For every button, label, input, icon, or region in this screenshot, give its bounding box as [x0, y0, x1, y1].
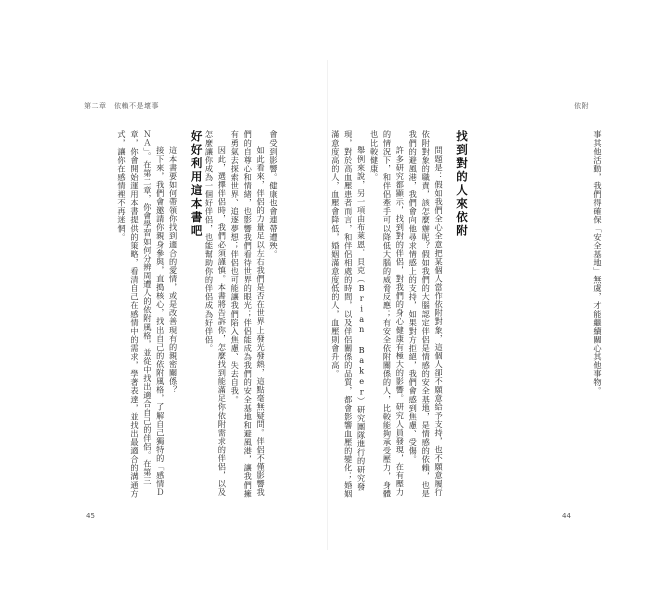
left-page-text [84, 130, 280, 498]
paragraph: 會受到影響。健康也會連帶遭殃。 [269, 130, 279, 259]
paragraph: 接下來，我們會邀請你親身參與，直搗核心，找出自己的依附風格，了解自己獨特的「感情ＤＮＡ」。在第二章，你會學習如何分辨周遭人的依附風格，並從中找出適合自己的伴侶。在第三章，你會開始運用本書提供的策略，看清自己在感情中的需求，學著表達，並找出最適合的溝通方式，讓你在感情裡不再迷惘。 [117, 130, 166, 498]
paragraph: 這本書要如何帶領你找到適合的愛情，或是改善現有的親密關係？ [168, 146, 179, 395]
section-title-left: 好好利用這本書吧 [189, 130, 204, 238]
intro-line: 事其他活動，我們得確保「安全基地」無虞，才能繼續關心其他事物。 [593, 130, 603, 396]
page-number-right: 44 [562, 512, 571, 520]
paragraph: 如此看來，伴侶的力量足以左右我們是否在世界上發光發熱，這點毫無疑問。伴侶不僅影響我們的自尊心和情緒，也影響我們看待世界的眼光；伴侶能成為我們的安全基地和避風港，讓我們擁有勇氣去探索世界、追逐夢想；伴侶也可能讓我們陷入焦慮、失去自我。 [230, 130, 267, 498]
right-page-intro [474, 130, 604, 498]
paragraph: 問題是：假如我們全心全意把某個人當作依附對象，這個人卻不願意給予支持，也不願意履行依附對象的職責，該怎麼辦呢？假如我們的大腦認定伴侶是情感的安全基地，是情感的依賴，也是我們的避風港，我們會向他尋求情感上的支持，如果對方拒絕，我們會感到焦慮、受傷。 [408, 130, 445, 498]
paragraph: 舉例來說，另一項由布萊恩．貝克（Brian Baker）研究團隊進行的研究發現，對於高血壓患者而言，和伴侶相處的時間，以及伴侶關係的品質，都會影響血壓的變化；婚姻滿意度高的人，血壓會降低，婚姻滿意度低的人，血壓則會升高。 [330, 130, 367, 498]
running-header-right: 依附 [574, 102, 589, 110]
section-title-right: 找到對的人來依附 [455, 130, 469, 238]
right-page-section [286, 130, 468, 498]
page-number-left: 45 [86, 512, 95, 520]
paragraph: 因此，選擇伴侶時，我們必須謹慎。本書將告訴你，怎麼找到能滿足你依附需求的伴侶，以及怎麼讓你成為一個好伴侶，也能幫助你的伴侶成為好伴侶。 [204, 130, 228, 497]
running-header-left: 第二章 依賴不是壞事 [84, 102, 159, 110]
paragraph: 許多研究都顯示，找到對的伴侶，對我們的身心健康有極大的影響。研究人員發現，在有壓力的情況下，和伴侶牽手可以降低大腦的威脅反應；有安全依附關係的人，比較能夠承受壓力，身體也比較健康。 [369, 130, 406, 498]
